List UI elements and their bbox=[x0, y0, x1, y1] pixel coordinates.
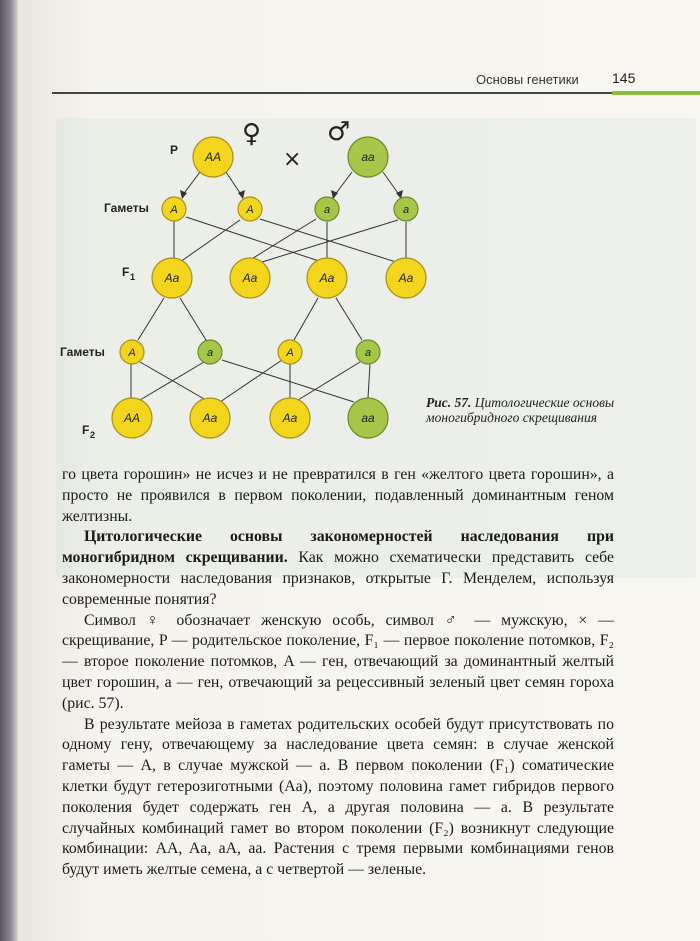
f1-line bbox=[180, 298, 206, 340]
label-f2: F bbox=[82, 423, 90, 437]
caption-text: Цитологические основы моногибридного скрещивания bbox=[426, 395, 615, 425]
label-gametes-2: Гаметы bbox=[60, 345, 105, 359]
label-f1-sub: 1 bbox=[130, 272, 136, 282]
f2-genotype: Aa bbox=[282, 411, 298, 425]
f2-line bbox=[222, 360, 354, 402]
f2-line bbox=[220, 360, 282, 402]
label-f2-sub: 2 bbox=[90, 430, 96, 440]
parent-genotype: AA bbox=[204, 150, 222, 164]
paragraph bbox=[62, 527, 614, 610]
f2-genotype: AA bbox=[123, 411, 141, 425]
cross-symbol: × bbox=[283, 147, 302, 172]
page-number: 145 bbox=[612, 70, 636, 86]
gamete-gene: a bbox=[206, 347, 214, 359]
f1-line bbox=[336, 298, 362, 340]
gamete-gene: a bbox=[402, 204, 410, 216]
paragraph-heading: Цитологические основы закономерностей наследования при моногибридном скрещивании. bbox=[62, 528, 614, 567]
f1-genotype: Aa bbox=[319, 271, 335, 285]
f1-line bbox=[294, 298, 318, 340]
gamete-gene: A bbox=[246, 204, 254, 216]
gamete-gene: a bbox=[364, 347, 372, 359]
f2-genotype: Aa bbox=[202, 411, 218, 425]
f1-genotype: Aa bbox=[164, 271, 180, 285]
figure-caption bbox=[426, 395, 626, 425]
cross-line bbox=[180, 220, 240, 262]
f1-genotype: Aa bbox=[398, 271, 414, 285]
paragraph: Символ ♀ обозначает женскую особь, символ ♂ — мужскую, × — скрещивание, P — родительское поколение, F₁ — первое поколение потомков, F₂ — второе поколение потомков, A — ген, отвечающий за доминантный желтый цвет горошин, a — ген, отвечающий за рецессивный зеленый цвет семян гороха (рис. 57). bbox=[62, 611, 614, 712]
caption-label: Рис. 57. bbox=[426, 395, 472, 410]
parent-genotype: aa bbox=[361, 150, 375, 164]
gamete-gene: a bbox=[323, 204, 331, 216]
paragraph: В результате мейоза в гаметах родительских особей будут присутствовать по одному гену, отвечающему за наследование цвета семян: в случае женской гаметы — A, в случае мужской — a. В первом поколении (F₁) соматические клетки будут гетерозиготными (Aa), поэтому половина гамет гибридов первого поколения будет содержать ген A, а другая половина — a. В результате случайных комбинаций гамет во втором поколении (F₂) возникнут следующие комбинации: AA, Aa, aA, aa. Растения с тремя первыми комбинациями генов будут иметь желтые семена, а с четвертой — зеленые. bbox=[62, 715, 614, 879]
cross-line bbox=[250, 219, 316, 260]
label-f1: F bbox=[122, 265, 130, 279]
cross-line bbox=[260, 219, 396, 262]
body-text bbox=[62, 465, 614, 881]
cross-line bbox=[186, 217, 322, 262]
paragraph-text: Как можно схематически представить себе закономерности наследования признаков, открытые Г. Менделем, используя современные понятия? bbox=[62, 549, 614, 608]
f2-line bbox=[368, 364, 370, 398]
male-symbol: ♂ bbox=[327, 117, 351, 147]
gamete-gene: A bbox=[170, 204, 178, 216]
arrow-line bbox=[334, 172, 352, 196]
female-symbol: ♀ bbox=[242, 119, 262, 149]
f1-line bbox=[138, 298, 164, 340]
f2-genotype: aa bbox=[361, 411, 375, 425]
gamete-gene: A bbox=[128, 347, 136, 359]
paragraph: го цвета горошин» не исчез и не превратился в ген «желтого цвета горошин», а просто не проявился в первом поколении, подавленный доминантным геном желтизны. bbox=[62, 466, 614, 525]
f1-genotype: Aa bbox=[242, 271, 258, 285]
label-parents: P bbox=[170, 143, 179, 157]
section-title: Основы генетики bbox=[476, 72, 579, 87]
gamete-gene: A bbox=[286, 347, 294, 359]
label-gametes-1: Гаметы bbox=[104, 201, 149, 215]
arrowheads bbox=[180, 190, 403, 199]
